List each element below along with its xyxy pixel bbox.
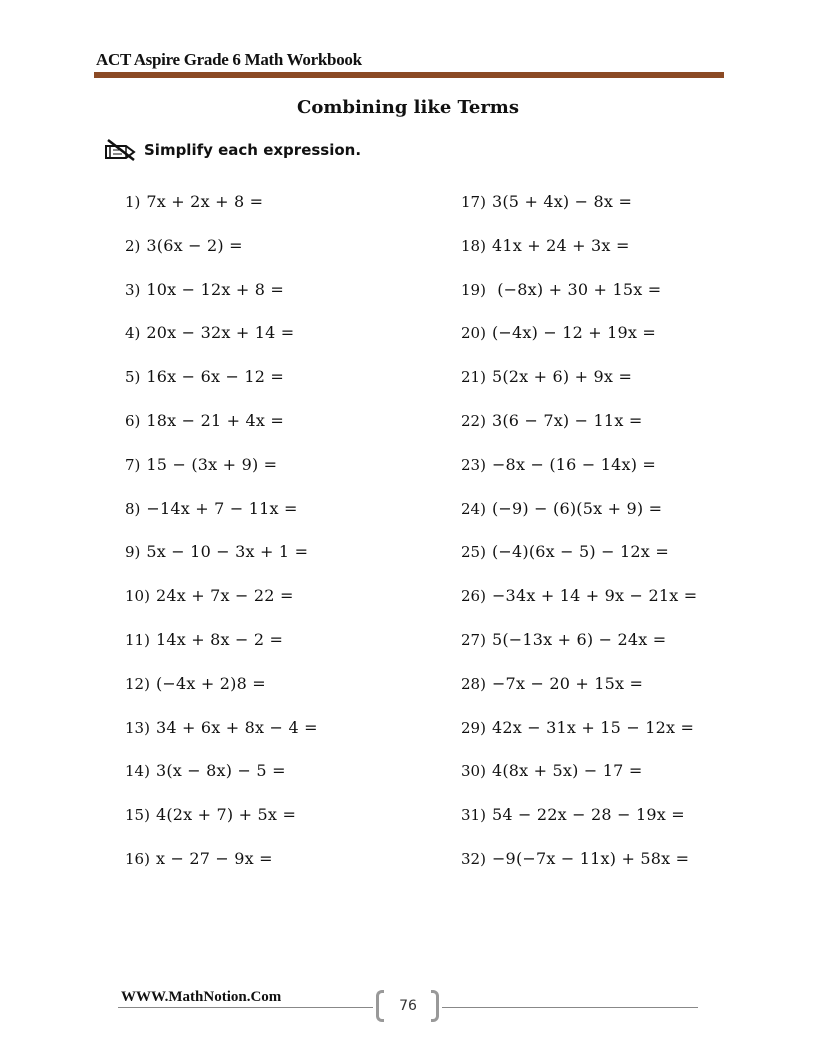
problem-item <box>125 628 283 652</box>
problem-item <box>461 278 661 302</box>
problem-item <box>125 803 296 827</box>
page-number: 76 <box>399 998 417 1014</box>
problem-expression: −9(−7x − 11x) + 58x = <box>491 849 690 868</box>
problem-number: 31) <box>461 806 486 825</box>
problem-expression: 18x − 21 + 4x = <box>146 411 284 430</box>
problem-number: 12) <box>125 674 150 693</box>
problem-number: 13) <box>125 718 150 737</box>
problem-expression: 4(8x + 5x) − 17 = <box>491 761 643 781</box>
problem-number: 14) <box>125 762 150 781</box>
problem-number: 32) <box>461 850 486 868</box>
problem-item <box>461 584 697 608</box>
problem-number: 10) <box>125 587 150 606</box>
problem-expression: 20x − 32x + 14 = <box>146 323 295 343</box>
problem-number: 7) <box>125 455 141 474</box>
problem-list <box>125 190 745 890</box>
problem-item <box>461 803 685 827</box>
problem-expression: 24x + 7x − 22 = <box>155 586 294 606</box>
problem-number: 17) <box>461 193 486 211</box>
problem-item <box>125 234 243 258</box>
problem-number: 26) <box>461 587 486 606</box>
problem-expression: 4(2x + 7) + 5x = <box>155 805 297 825</box>
problem-number: 30) <box>461 762 486 781</box>
problem-item <box>461 409 642 433</box>
footer-rule-left <box>118 1007 373 1008</box>
problem-expression: −14x + 7 − 11x = <box>146 498 298 518</box>
problem-expression: −8x − (16 − 14x) = <box>491 454 657 474</box>
book-title: ACT Aspire Grade 6 Math Workbook <box>96 50 362 69</box>
problem-expression: 54 − 22x − 28 − 19x = <box>491 805 685 825</box>
problem-item <box>461 190 632 214</box>
problem-number: 4) <box>125 324 141 343</box>
problem-number: 6) <box>125 412 141 430</box>
problem-expression: 7x + 2x + 8 = <box>146 192 264 211</box>
problem-number: 18) <box>461 236 486 255</box>
problem-number: 28) <box>461 674 486 693</box>
problem-item <box>125 409 284 433</box>
problem-item <box>125 584 294 608</box>
problem-item <box>125 759 286 783</box>
problem-expression: 41x + 24 + 3x = <box>491 235 630 255</box>
pencil-icon <box>104 138 138 162</box>
problem-item <box>461 540 669 564</box>
problem-expression: −34x + 14 + 9x − 21x = <box>491 586 698 606</box>
problem-number: 27) <box>461 631 486 649</box>
problem-expression: (−9) − (6)(5x + 9) = <box>491 498 663 518</box>
problem-item <box>461 628 666 652</box>
problem-expression: 3(6x − 2) = <box>146 235 243 255</box>
page-bracket-right <box>431 990 439 1022</box>
problem-number: 9) <box>125 543 141 562</box>
worksheet-title: Combining like Terms <box>297 97 519 118</box>
problem-item <box>461 759 642 783</box>
problem-item <box>461 234 630 258</box>
problem-item <box>461 672 643 696</box>
problem-expression: 3(x − 8x) − 5 = <box>155 761 286 781</box>
problem-expression: (−8x) + 30 + 15x = <box>491 279 662 299</box>
problem-expression: (−4)(6x − 5) − 12x = <box>491 542 669 562</box>
problem-expression: 42x − 31x + 15 − 12x = <box>491 717 695 737</box>
problem-item <box>125 190 263 214</box>
problem-number: 29) <box>461 718 486 737</box>
problem-expression: 15 − (3x + 9) = <box>146 454 278 474</box>
footer-rule-right <box>442 1007 698 1008</box>
problem-number: 8) <box>125 499 141 518</box>
problem-number: 16) <box>125 850 150 868</box>
problem-item <box>461 453 656 477</box>
problem-expression: 3(5 + 4x) − 8x = <box>491 192 633 211</box>
problem-number: 15) <box>125 806 150 825</box>
problem-expression: (−4x) − 12 + 19x = <box>491 323 657 343</box>
problem-item <box>461 365 632 389</box>
instruction-text: Simplify each expression. <box>144 141 362 159</box>
problem-item <box>125 540 308 564</box>
problem-number: 11) <box>125 631 150 649</box>
problem-number: 3) <box>125 280 141 299</box>
problem-number: 2) <box>125 236 141 255</box>
problem-item <box>125 453 277 477</box>
footer-site: WWW.MathNotion.Com <box>121 989 282 1005</box>
problem-number: 1) <box>125 193 141 211</box>
problem-item <box>461 497 662 521</box>
problem-number: 5) <box>125 368 141 387</box>
problem-expression: 5(−13x + 6) − 24x = <box>491 630 667 649</box>
problem-item <box>461 716 694 740</box>
problem-expression: 5(2x + 6) + 9x = <box>491 367 633 387</box>
problem-item <box>461 321 656 345</box>
problem-expression: x − 27 − 9x = <box>155 849 273 868</box>
problem-expression: 16x − 6x − 12 = <box>146 367 284 387</box>
problem-expression: 14x + 8x − 2 = <box>155 630 284 649</box>
problem-number: 23) <box>461 455 486 474</box>
page-bracket-left <box>376 990 384 1022</box>
problem-item <box>125 847 273 871</box>
problem-number: 22) <box>461 412 486 430</box>
problem-item <box>125 716 318 740</box>
problem-number: 20) <box>461 324 486 343</box>
problem-item <box>125 365 284 389</box>
problem-expression: −7x − 20 + 15x = <box>491 673 644 693</box>
problem-expression: 10x − 12x + 8 = <box>146 279 284 299</box>
problem-item <box>125 672 266 696</box>
problem-item <box>125 278 284 302</box>
problem-number: 19) <box>461 280 486 299</box>
problem-item <box>125 497 298 521</box>
problem-item <box>461 847 689 871</box>
problem-expression: 5x − 10 − 3x + 1 = <box>146 542 309 562</box>
problem-number: 24) <box>461 499 486 518</box>
problem-expression: (−4x + 2)8 = <box>155 673 266 693</box>
instruction <box>104 138 361 162</box>
header-rule <box>94 72 724 78</box>
problem-number: 25) <box>461 543 486 562</box>
problem-number: 21) <box>461 368 486 387</box>
problem-expression: 34 + 6x + 8x − 4 = <box>155 717 318 737</box>
problem-item <box>125 321 294 345</box>
problem-expression: 3(6 − 7x) − 11x = <box>491 411 643 430</box>
